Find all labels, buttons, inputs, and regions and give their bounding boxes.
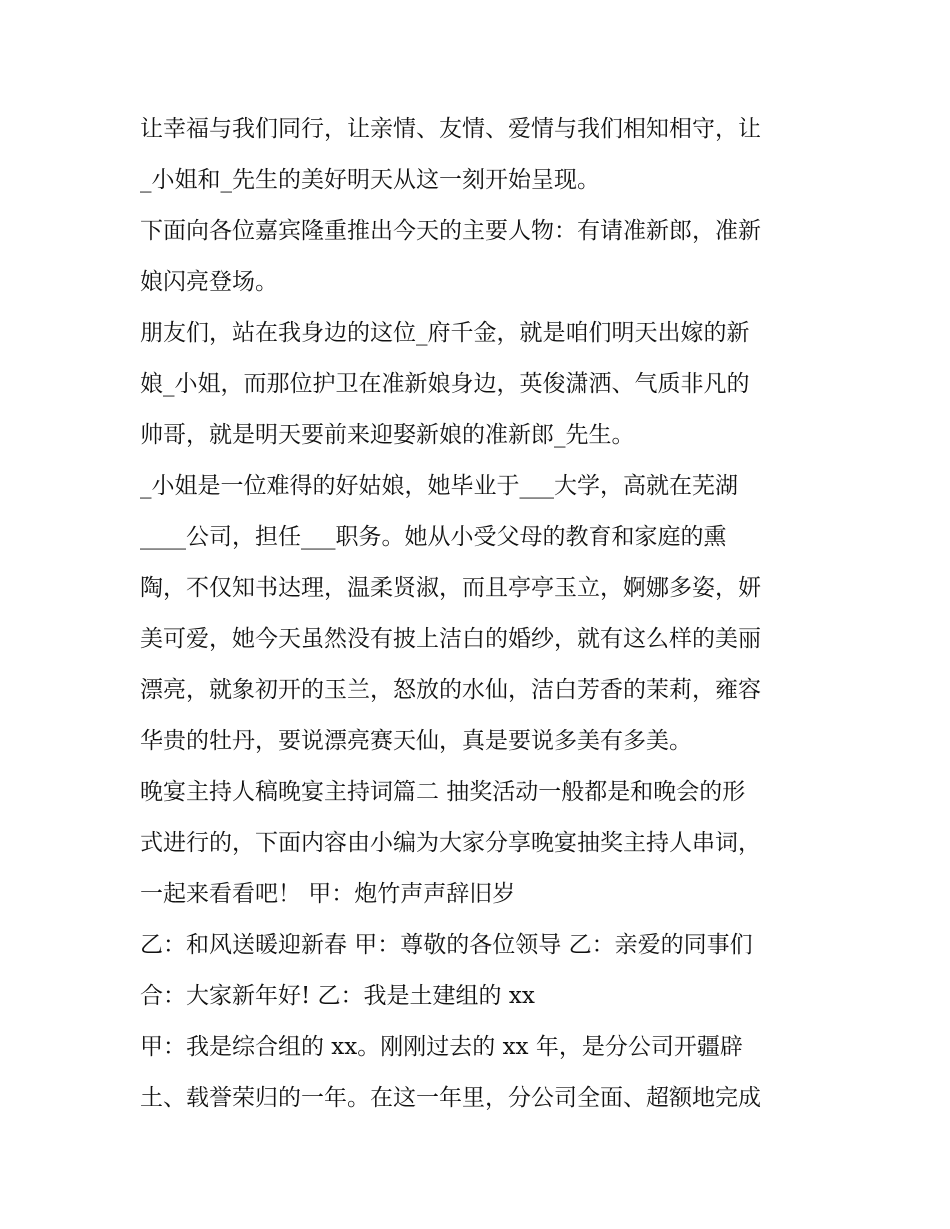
text-line: 美可爱，她今天虽然没有披上洁白的婚纱，就有这么样的美丽 [140,626,761,652]
text-line: ____公司，担任___职务。她从小受父母的教育和家庭的熏 [140,524,727,550]
text-line: 朋友们，站在我身边的这位_府千金，就是咱们明天出嫁的新 [140,320,750,346]
text-line: 娘闪亮登场。 [140,269,278,295]
text-line: 帅哥，就是明天要前来迎娶新娘的准新郎_先生。 [140,422,635,448]
text-line: 漂亮，就象初开的玉兰，怒放的水仙，洁白芳香的茉莉，雍容 [140,677,761,703]
text-line: _小姐是一位难得的好姑娘，她毕业于___大学，高就在芜湖 [140,473,738,499]
text-line: 陶，不仅知书达理，温柔贤淑，而且亭亭玉立，婀娜多姿，妍 [140,575,761,601]
text-line: 土、载誉荣归的一年。在这一年里，分公司全面、超额地完成 [140,1085,761,1111]
text-line: 晚宴主持人稿晚宴主持词篇二 抽奖活动一般都是和晚会的形 [140,779,746,805]
text-line: 式进行的，下面内容由小编为大家分享晚宴抽奖主持人串词， [140,830,761,856]
text-line: 合：大家新年好! 乙：我是土建组的 xx [140,983,535,1009]
text-line: 下面向各位嘉宾隆重推出今天的主要人物：有请准新郎，准新 [140,218,761,244]
text-line: 乙：和风送暖迎新春 甲：尊敬的各位领导 乙：亲爱的同事们 [140,932,753,958]
text-line: 甲：我是综合组的 xx。刚刚过去的 xx 年，是分公司开疆辟 [140,1034,743,1060]
text-line: 华贵的牡丹，要说漂亮赛天仙，真是要说多美有多美。 [140,728,692,754]
text-line: 让幸福与我们同行，让亲情、友情、爱情与我们相知相守，让 [140,116,761,142]
text-line: _小姐和_先生的美好明天从这一刻开始呈现。 [140,167,600,193]
body-text [140,104,820,1124]
text-line: 娘_小姐，而那位护卫在准新娘身边，英俊潇洒、气质非凡的 [140,371,750,397]
text-line: 一起来看看吧！ 甲：炮竹声声辞旧岁 [140,881,516,907]
